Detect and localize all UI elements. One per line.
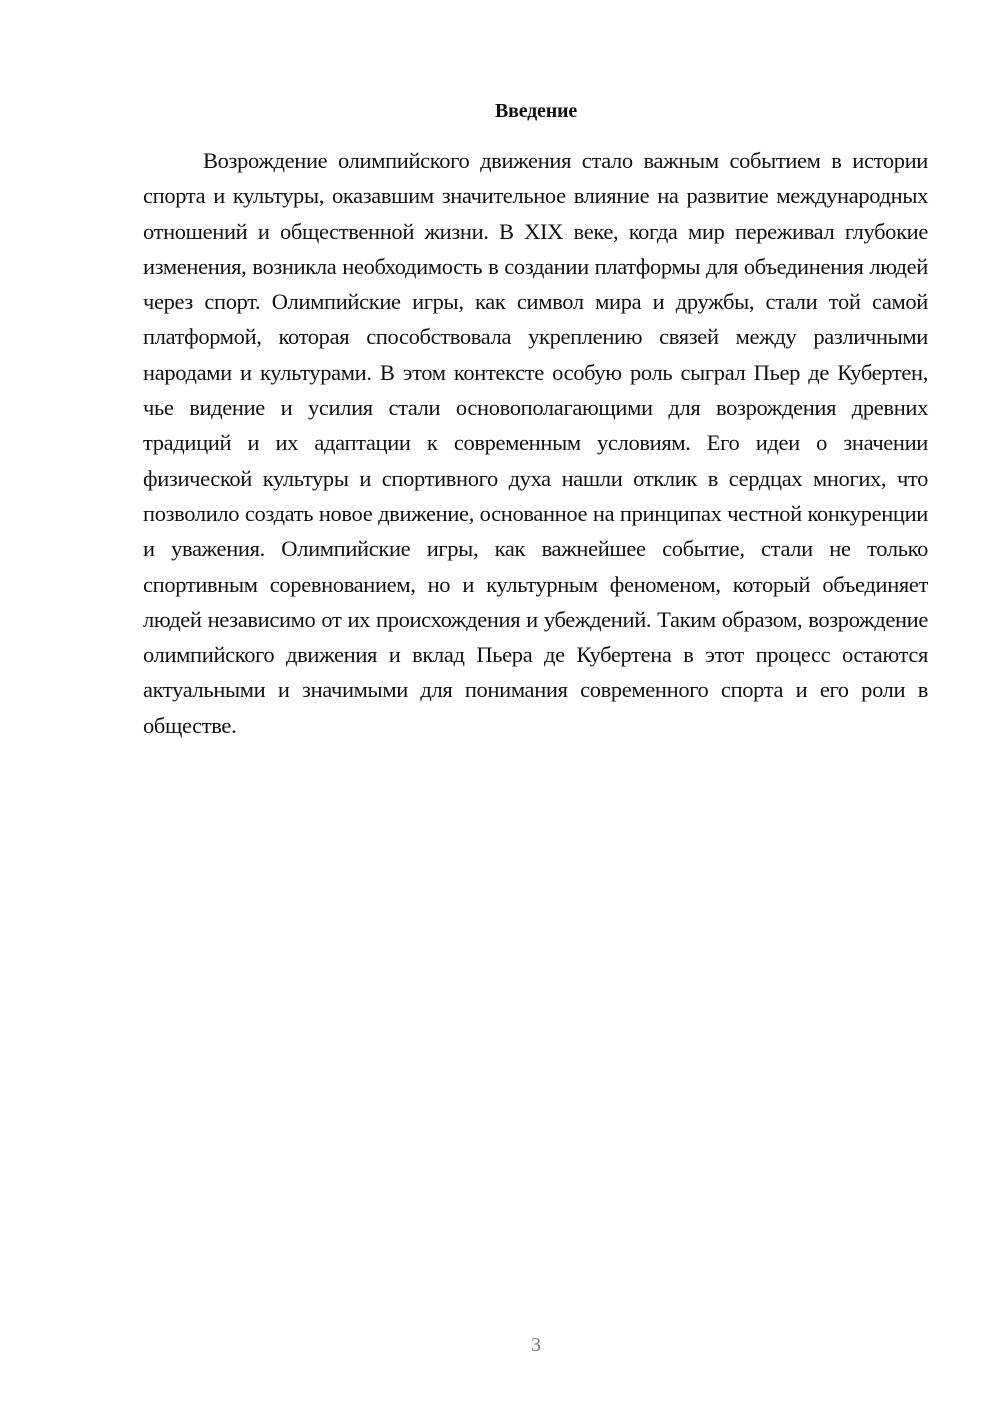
page-number: 3 [531, 1334, 541, 1356]
intro-paragraph: Возрождение олимпийского движения стало важным событием в истории спорта и культуры, оказавшим значительное влияние на развитие международных отношений и общественной жизни. В XIX веке, когда мир переживал глубокие изменения, возникла необходимость в создании платформы для объединения людей через спорт. Олимпийские игры, как символ мира и дружбы, стали той самой платформой, которая способствовала укреплению связей между различными народами и культурами. В этом контексте особую роль сыграл Пьер де Кубертен, чье видение и усилия стали основополагающими для возрождения древних традиций и их адаптации к современным условиям. Его идеи о значении физической культуры и спортивного духа нашли отклик в сердцах многих, что позволило создать новое движение, основанное на принципах честной конкуренции и уважения. Олимпийские игры, как важнейшее событие, стали не только спортивным соревнованием, но и культурным феноменом, который объединяет людей независимо от их происхождения и убеждений. Таким образом, возрождение олимпийского движения и вклад Пьера де Кубертена в этот процесс остаются актуальными и значимыми для понимания современного спорта и его роли в обществе. [143, 148, 928, 738]
section-heading: Введение [494, 100, 578, 122]
